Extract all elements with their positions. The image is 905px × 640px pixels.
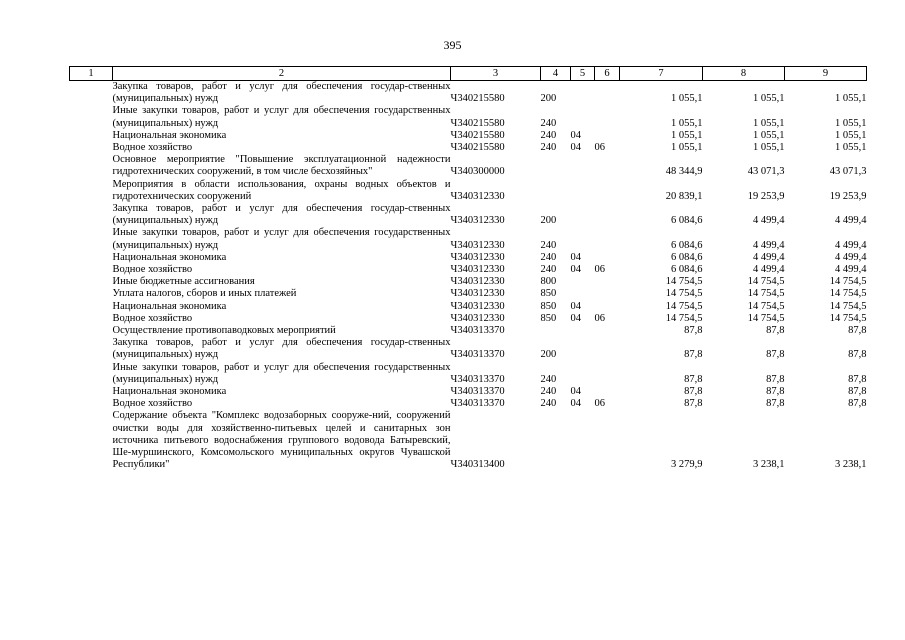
row-col5-cell: 04 xyxy=(570,264,581,276)
table-row xyxy=(70,203,867,227)
row-value-col7: 87,8 xyxy=(684,373,703,385)
row-col4-cell: 240 xyxy=(540,398,557,410)
row-value-col8: 14 754,5 xyxy=(747,300,785,312)
row-value-col7: 6 084,6 xyxy=(671,215,703,227)
column-header: 1 xyxy=(70,67,113,81)
row-code-cell: Ч340300000 xyxy=(450,166,505,178)
row-value-col7: 14 754,5 xyxy=(665,288,703,300)
row-blank-cell xyxy=(70,410,113,471)
column-header: 2 xyxy=(113,67,451,81)
table-row xyxy=(70,105,867,129)
row-col6-cell: 06 xyxy=(594,398,605,410)
row-value-col9: 87,8 xyxy=(848,386,867,398)
row-blank-cell xyxy=(70,105,113,129)
row-value-col8: 87,8 xyxy=(766,325,785,337)
row-value-col8: 1 055,1 xyxy=(753,142,785,154)
row-col4-cell: 240 xyxy=(540,117,557,129)
row-blank-cell xyxy=(70,203,113,227)
row-value-col9: 87,8 xyxy=(848,349,867,361)
row-code-cell: Ч340313370 xyxy=(450,325,505,337)
row-value-col9: 14 754,5 xyxy=(829,312,867,324)
row-blank-cell xyxy=(70,398,113,410)
row-col5-cell xyxy=(571,362,595,386)
row-value-col7: 87,8 xyxy=(684,386,703,398)
row-name-cell: Закупка товаров, работ и услуг для обеспечения государ-ственных (муниципальных) нужд xyxy=(112,81,451,105)
row-col4-cell: 240 xyxy=(540,142,557,154)
row-col5-cell xyxy=(571,410,595,471)
row-col5-cell xyxy=(571,288,595,300)
row-code-cell: Ч340313370 xyxy=(450,349,505,361)
row-value-col9: 4 499,4 xyxy=(835,264,867,276)
row-name-cell: Национальная экономика xyxy=(112,300,227,312)
row-value-col8: 4 499,4 xyxy=(753,239,785,251)
row-blank-cell xyxy=(70,313,113,325)
row-value-col7: 48 344,9 xyxy=(665,166,703,178)
row-blank-cell xyxy=(70,227,113,251)
row-col5-cell xyxy=(571,154,595,178)
row-col6-cell xyxy=(595,179,620,203)
row-col5-cell xyxy=(571,227,595,251)
row-col5-cell: 04 xyxy=(570,312,581,324)
row-value-col9: 1 055,1 xyxy=(835,117,867,129)
row-value-col8: 19 253,9 xyxy=(747,190,785,202)
table-row xyxy=(70,301,867,313)
row-value-col7: 87,8 xyxy=(684,325,703,337)
row-col4-cell xyxy=(541,325,571,337)
row-col6-cell xyxy=(595,337,620,361)
row-col4-cell xyxy=(541,179,571,203)
row-value-col9: 3 238,1 xyxy=(835,459,867,471)
row-col5-cell xyxy=(571,179,595,203)
row-col6-cell xyxy=(595,301,620,313)
row-code-cell: Ч340313370 xyxy=(450,386,505,398)
table-row xyxy=(70,386,867,398)
row-name-cell: Национальная экономика xyxy=(112,386,227,398)
row-value-col7: 1 055,1 xyxy=(671,117,703,129)
row-name-cell: Содержание объекта "Комплекс водозаборных сооруже-ний, сооружений очистки воды для хозяйственно-питьевых целей и санитарных зон источника питьевого водоснабжения группового водовода Батыревский, Ше-муршинского, Комсомольского муниципальных округов Чувашской Республики" xyxy=(112,410,451,471)
row-blank-cell xyxy=(70,301,113,313)
row-value-col9: 43 071,3 xyxy=(829,166,867,178)
row-name-cell: Национальная экономика xyxy=(112,129,227,141)
row-code-cell: Ч340312330 xyxy=(450,190,505,202)
row-col4-cell: 850 xyxy=(540,300,557,312)
row-col6-cell xyxy=(595,203,620,227)
row-col6-cell xyxy=(595,105,620,129)
table-row xyxy=(70,276,867,288)
row-name-cell: Водное хозяйство xyxy=(112,142,193,154)
row-value-col7: 14 754,5 xyxy=(665,276,703,288)
table-body xyxy=(70,81,867,472)
row-col4-cell: 200 xyxy=(540,93,557,105)
row-col4-cell xyxy=(541,154,571,178)
row-value-col7: 1 055,1 xyxy=(671,129,703,141)
row-col6-cell xyxy=(595,276,620,288)
row-blank-cell xyxy=(70,362,113,386)
row-value-col7: 87,8 xyxy=(684,349,703,361)
row-name-cell: Водное хозяйство xyxy=(112,398,193,410)
row-blank-cell xyxy=(70,337,113,361)
row-col6-cell xyxy=(595,154,620,178)
row-blank-cell xyxy=(70,81,113,106)
row-code-cell: Ч340215580 xyxy=(450,93,505,105)
row-value-col9: 14 754,5 xyxy=(829,288,867,300)
table-row xyxy=(70,142,867,154)
row-code-cell: Ч340312330 xyxy=(450,312,505,324)
row-value-col8: 4 499,4 xyxy=(753,215,785,227)
row-col4-cell: 850 xyxy=(540,312,557,324)
column-header: 3 xyxy=(451,67,541,81)
row-value-col9: 1 055,1 xyxy=(835,142,867,154)
column-header: 9 xyxy=(785,67,867,81)
row-col6-cell xyxy=(595,362,620,386)
row-name-cell: Осуществление противопаводковых мероприятий xyxy=(112,325,336,337)
table-row xyxy=(70,130,867,142)
row-code-cell: Ч340312330 xyxy=(450,239,505,251)
table-row xyxy=(70,154,867,178)
row-value-col8: 4 499,4 xyxy=(753,251,785,263)
row-code-cell: Ч340312330 xyxy=(450,215,505,227)
table-row xyxy=(70,288,867,300)
row-col6-cell: 06 xyxy=(594,142,605,154)
row-col4-cell: 240 xyxy=(540,251,557,263)
row-col4-cell: 240 xyxy=(540,373,557,385)
row-blank-cell xyxy=(70,386,113,398)
row-col6-cell xyxy=(595,386,620,398)
row-name-cell: Закупка товаров, работ и услуг для обеспечения государ-ственных (муниципальных) нужд xyxy=(112,337,451,361)
row-col4-cell: 800 xyxy=(540,276,557,288)
row-blank-cell xyxy=(70,252,113,264)
table-row xyxy=(70,81,867,106)
row-col6-cell xyxy=(595,288,620,300)
page-number: 395 xyxy=(443,38,462,52)
column-header: 6 xyxy=(595,67,620,81)
row-col6-cell xyxy=(595,130,620,142)
row-col5-cell: 04 xyxy=(570,129,581,141)
row-value-col9: 14 754,5 xyxy=(829,300,867,312)
row-name-cell: Закупка товаров, работ и услуг для обеспечения государ-ственных (муниципальных) нужд xyxy=(112,203,451,227)
table-row xyxy=(70,362,867,386)
row-code-cell: Ч340312330 xyxy=(450,251,505,263)
row-col6-cell xyxy=(595,325,620,337)
row-value-col7: 6 084,6 xyxy=(671,239,703,251)
row-value-col9: 19 253,9 xyxy=(829,190,867,202)
row-code-cell: Ч340215580 xyxy=(450,129,505,141)
row-col4-cell: 240 xyxy=(540,386,557,398)
row-name-cell: Иные закупки товаров, работ и услуг для обеспечения государственных (муниципальных) нужд xyxy=(112,105,451,129)
row-value-col7: 6 084,6 xyxy=(671,251,703,263)
row-value-col7: 1 055,1 xyxy=(671,93,703,105)
row-value-col9: 87,8 xyxy=(848,398,867,410)
row-col5-cell xyxy=(571,81,595,106)
row-value-col9: 87,8 xyxy=(848,373,867,385)
row-col5-cell: 04 xyxy=(570,398,581,410)
row-col5-cell xyxy=(571,203,595,227)
row-code-cell: Ч340313370 xyxy=(450,373,505,385)
row-blank-cell xyxy=(70,179,113,203)
row-col6-cell: 06 xyxy=(594,312,605,324)
row-value-col8: 87,8 xyxy=(766,398,785,410)
row-code-cell: Ч340312330 xyxy=(450,264,505,276)
row-col5-cell: 04 xyxy=(570,142,581,154)
row-col4-cell: 850 xyxy=(540,288,557,300)
row-value-col7: 20 839,1 xyxy=(665,190,703,202)
row-value-col8: 1 055,1 xyxy=(753,93,785,105)
table-row xyxy=(70,398,867,410)
row-name-cell: Основное мероприятие "Повышение эксплуатационной надежности гидротехнических сооружений, в том числе бесхозяйных" xyxy=(112,154,451,178)
row-value-col7: 14 754,5 xyxy=(665,300,703,312)
row-name-cell: Уплата налогов, сборов и иных платежей xyxy=(112,288,297,300)
row-value-col7: 14 754,5 xyxy=(665,312,703,324)
row-value-col8: 14 754,5 xyxy=(747,288,785,300)
row-col4-cell: 240 xyxy=(540,129,557,141)
row-col4-cell: 240 xyxy=(540,239,557,251)
table-row xyxy=(70,179,867,203)
row-col5-cell: 04 xyxy=(570,251,581,263)
row-name-cell: Водное хозяйство xyxy=(112,264,193,276)
column-header: 4 xyxy=(541,67,571,81)
row-blank-cell xyxy=(70,276,113,288)
row-value-col8: 43 071,3 xyxy=(747,166,785,178)
header-row xyxy=(70,67,867,81)
row-col4-cell: 240 xyxy=(540,264,557,276)
row-blank-cell xyxy=(70,325,113,337)
row-name-cell: Мероприятия в области использования, охраны водных объектов и гидротехнических сооружений xyxy=(112,178,451,202)
table-row xyxy=(70,252,867,264)
table-row xyxy=(70,337,867,361)
row-col5-cell xyxy=(571,276,595,288)
row-col4-cell: 200 xyxy=(540,215,557,227)
row-col5-cell xyxy=(571,337,595,361)
row-value-col7: 3 279,9 xyxy=(671,459,703,471)
row-col5-cell: 04 xyxy=(570,300,581,312)
column-header: 8 xyxy=(703,67,785,81)
row-code-cell: Ч340313400 xyxy=(450,459,505,471)
row-value-col7: 1 055,1 xyxy=(671,142,703,154)
row-col6-cell: 06 xyxy=(594,264,605,276)
column-header: 5 xyxy=(571,67,595,81)
row-value-col8: 14 754,5 xyxy=(747,276,785,288)
column-header: 7 xyxy=(620,67,703,81)
row-value-col9: 4 499,4 xyxy=(835,239,867,251)
table-row xyxy=(70,264,867,276)
row-code-cell: Ч340215580 xyxy=(450,117,505,129)
row-value-col8: 1 055,1 xyxy=(753,129,785,141)
row-col4-cell xyxy=(541,410,571,471)
row-code-cell: Ч340312330 xyxy=(450,300,505,312)
row-value-col9: 1 055,1 xyxy=(835,93,867,105)
row-value-col9: 4 499,4 xyxy=(835,251,867,263)
row-col6-cell xyxy=(595,227,620,251)
row-blank-cell xyxy=(70,154,113,178)
row-value-col7: 6 084,6 xyxy=(671,264,703,276)
row-name-cell: Иные бюджетные ассигнования xyxy=(112,276,255,288)
row-value-col8: 3 238,1 xyxy=(753,459,785,471)
row-name-cell: Иные закупки товаров, работ и услуг для обеспечения государственных (муниципальных) нужд xyxy=(112,227,451,251)
row-col6-cell xyxy=(595,252,620,264)
table-row xyxy=(70,325,867,337)
budget-table xyxy=(69,66,867,472)
row-value-col8: 87,8 xyxy=(766,386,785,398)
row-code-cell: Ч340312330 xyxy=(450,276,505,288)
row-value-col9: 4 499,4 xyxy=(835,215,867,227)
row-name-cell: Водное хозяйство xyxy=(112,312,193,324)
row-name-cell: Иные закупки товаров, работ и услуг для обеспечения государственных (муниципальных) нужд xyxy=(112,361,451,385)
row-value-col9: 87,8 xyxy=(848,325,867,337)
row-col5-cell: 04 xyxy=(570,386,581,398)
row-col5-cell xyxy=(571,325,595,337)
row-blank-cell xyxy=(70,130,113,142)
row-value-col8: 1 055,1 xyxy=(753,117,785,129)
row-value-col9: 1 055,1 xyxy=(835,129,867,141)
row-value-col8: 14 754,5 xyxy=(747,312,785,324)
row-value-col7: 87,8 xyxy=(684,398,703,410)
table-row xyxy=(70,227,867,251)
row-col6-cell xyxy=(595,81,620,106)
table-row xyxy=(70,410,867,471)
row-value-col8: 4 499,4 xyxy=(753,264,785,276)
table-row xyxy=(70,313,867,325)
row-blank-cell xyxy=(70,142,113,154)
row-col5-cell xyxy=(571,105,595,129)
row-code-cell: Ч340215580 xyxy=(450,142,505,154)
row-code-cell: Ч340312330 xyxy=(450,288,505,300)
row-blank-cell xyxy=(70,264,113,276)
row-code-cell: Ч340313370 xyxy=(450,398,505,410)
row-col4-cell: 200 xyxy=(540,349,557,361)
row-name-cell: Национальная экономика xyxy=(112,251,227,263)
row-value-col8: 87,8 xyxy=(766,373,785,385)
row-blank-cell xyxy=(70,288,113,300)
row-value-col9: 14 754,5 xyxy=(829,276,867,288)
row-value-col8: 87,8 xyxy=(766,349,785,361)
row-col6-cell xyxy=(595,410,620,471)
